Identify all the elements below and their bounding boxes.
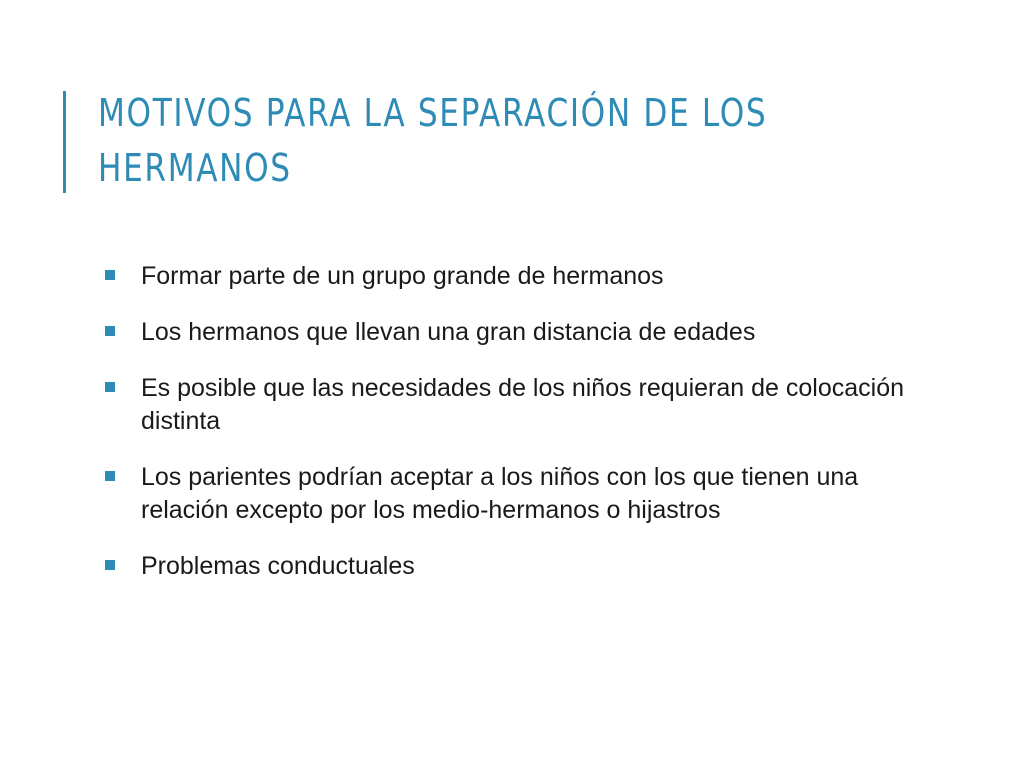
slide-title: [98, 86, 820, 196]
square-bullet-icon: [105, 382, 115, 392]
slide-title-line-1: MOTIVOS PARA LA SEPARACIÓN DE LOS: [98, 91, 768, 135]
square-bullet-icon: [105, 471, 115, 481]
bullet-text: Los hermanos que llevan una gran distancia de edades: [141, 318, 756, 346]
bullet-item: [104, 260, 924, 293]
square-bullet-icon: [105, 326, 115, 336]
bullet-text: Es posible que las necesidades de los niños requieran de colocación distinta: [141, 374, 905, 435]
square-bullet-icon: [105, 560, 115, 570]
bullet-text: Formar parte de un grupo grande de hermanos: [141, 262, 664, 290]
bullet-item: [104, 372, 924, 438]
bullet-item: [104, 550, 924, 583]
bullet-text: Problemas conductuales: [141, 552, 415, 580]
bullet-item: [104, 461, 924, 527]
slide-title-line-2: HERMANOS: [98, 146, 292, 190]
bullet-list: [104, 260, 924, 606]
title-accent-bar: [63, 91, 66, 193]
bullet-text: Los parientes podrían aceptar a los niños con los que tienen una relación excepto por los medio-hermanos o hijastros: [141, 463, 859, 524]
bullet-item: [104, 316, 924, 349]
square-bullet-icon: [105, 270, 115, 280]
